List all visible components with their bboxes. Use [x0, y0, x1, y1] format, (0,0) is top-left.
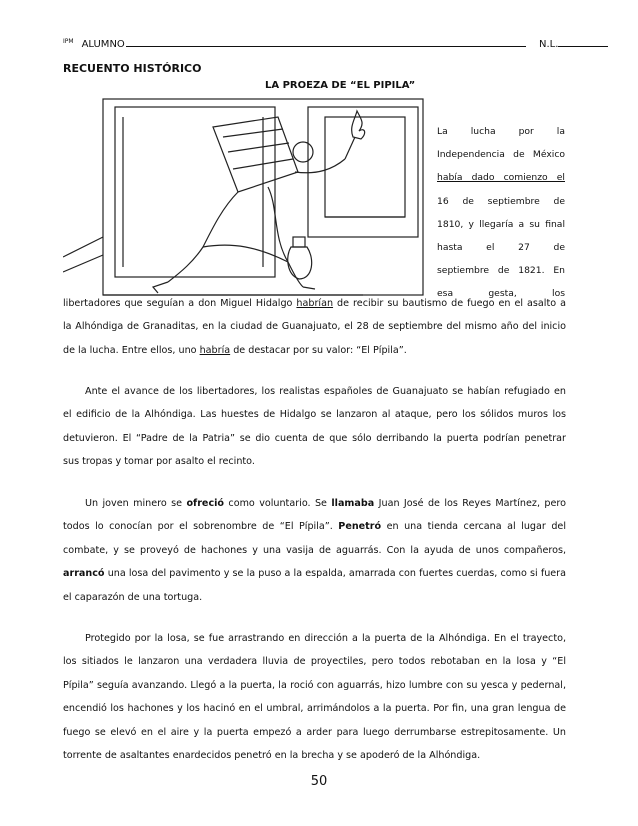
side-line: 16 de septiembre de	[437, 195, 565, 207]
student-header	[63, 38, 608, 50]
paragraph-3	[63, 492, 566, 609]
para3-line: arrancó una losa del pavimento y se la puso a la espalda, amarrada con fuertes cuerdas, como si fuera	[63, 568, 566, 580]
para3-line: el caparazón de una tortuga.	[63, 591, 203, 603]
para4-line: torrente de asaltantes enardecidos penetró en la brecha y se apoderó de la Alhóndiga.	[63, 750, 481, 762]
alumno-blank-line[interactable]	[126, 38, 526, 47]
page-number: 50	[310, 774, 328, 789]
para4-line: fuego se elevó en el aire y la puerta empezó a arder para luego derrumbarse estrepitosamente. Un	[63, 726, 566, 738]
side-line: esa gesta, los	[437, 288, 565, 300]
side-line: hasta el 27 de	[437, 242, 565, 254]
alumno-label: ALUMNO	[81, 39, 125, 50]
para4-line: Pípila” seguía avanzando. Llegó a la puerta, la roció con aguarrás, hizo lumbre con su yesca y pedernal,	[63, 679, 566, 691]
para3-line: Un joven minero se ofreció como voluntario. Se llamaba Juan José de los Reyes Martínez, pero	[85, 498, 566, 509]
side-line: 1810, y llegaría a su final	[437, 218, 565, 230]
para2-line: Ante el avance de los libertadores, los realistas españoles de Guanajuato se habían refugiado en	[85, 386, 566, 397]
para2-line: el edificio de la Alhóndiga. Las huestes de Hidalgo se lanzaron al ataque, pero los sólidos muros los	[63, 409, 566, 421]
paragraph-1	[63, 292, 566, 362]
header-superscript: IPM	[63, 38, 74, 45]
para4-line: Protegido por la losa, se fue arrastrando en dirección a la puerta de la Alhóndiga. En el trayecto,	[85, 633, 566, 644]
para1-line: la Alhóndiga de Granaditas, en la ciudad de Guanajuato, el 28 de septiembre del mismo año del inicio	[63, 321, 566, 333]
intro-side-column	[437, 120, 565, 306]
paragraph-2	[63, 380, 566, 474]
side-line: había dado comienzo el	[437, 172, 565, 184]
para3-line: combate, y se proveyó de hachones y una vasija de aguarrás. Con la ayuda de unos compañeros,	[63, 544, 566, 556]
para4-line: los sitiados le lanzaron una verdadera lluvia de proyectiles, pero todos rebotaban en la losa y “El	[63, 656, 566, 668]
paragraph-4	[63, 627, 566, 767]
para2-line: sus tropas y tomar por asalto el recinto.	[63, 456, 255, 468]
nl-blank-line[interactable]	[558, 38, 608, 47]
section-title: RECUENTO HISTÓRICO	[63, 62, 202, 75]
nl-label: N.L.	[538, 39, 559, 50]
para4-line: encendió los hachones y los hacinó en el umbral, arrimándolos a la puerta. Por fin, una gran lengua de	[63, 703, 566, 715]
side-line: Independencia de México	[437, 149, 565, 161]
para1-line: libertadores que seguían a don Miguel Hidalgo habrían de recibir su bautismo de fuego en el asalto a	[63, 298, 566, 309]
pipila-illustration	[63, 97, 428, 297]
pipila-drawing-icon	[63, 97, 428, 297]
page-title: LA PROEZA DE “EL PIPILA”	[265, 80, 416, 91]
side-line: septiembre de 1821. En	[437, 265, 565, 277]
para2-line: detuvieron. El “Padre de la Patria” se dio cuenta de que sólo derribando la puerta podrían penetrar	[63, 432, 566, 444]
para1-line: de la lucha. Entre ellos, uno habría de destacar por su valor: “El Pípila”.	[63, 344, 407, 356]
side-line: La lucha por la	[437, 126, 565, 137]
para3-line: todos lo conocían por el sobrenombre de “El Pípila”. Penetró en una tienda cercana al lugar del	[63, 521, 566, 533]
